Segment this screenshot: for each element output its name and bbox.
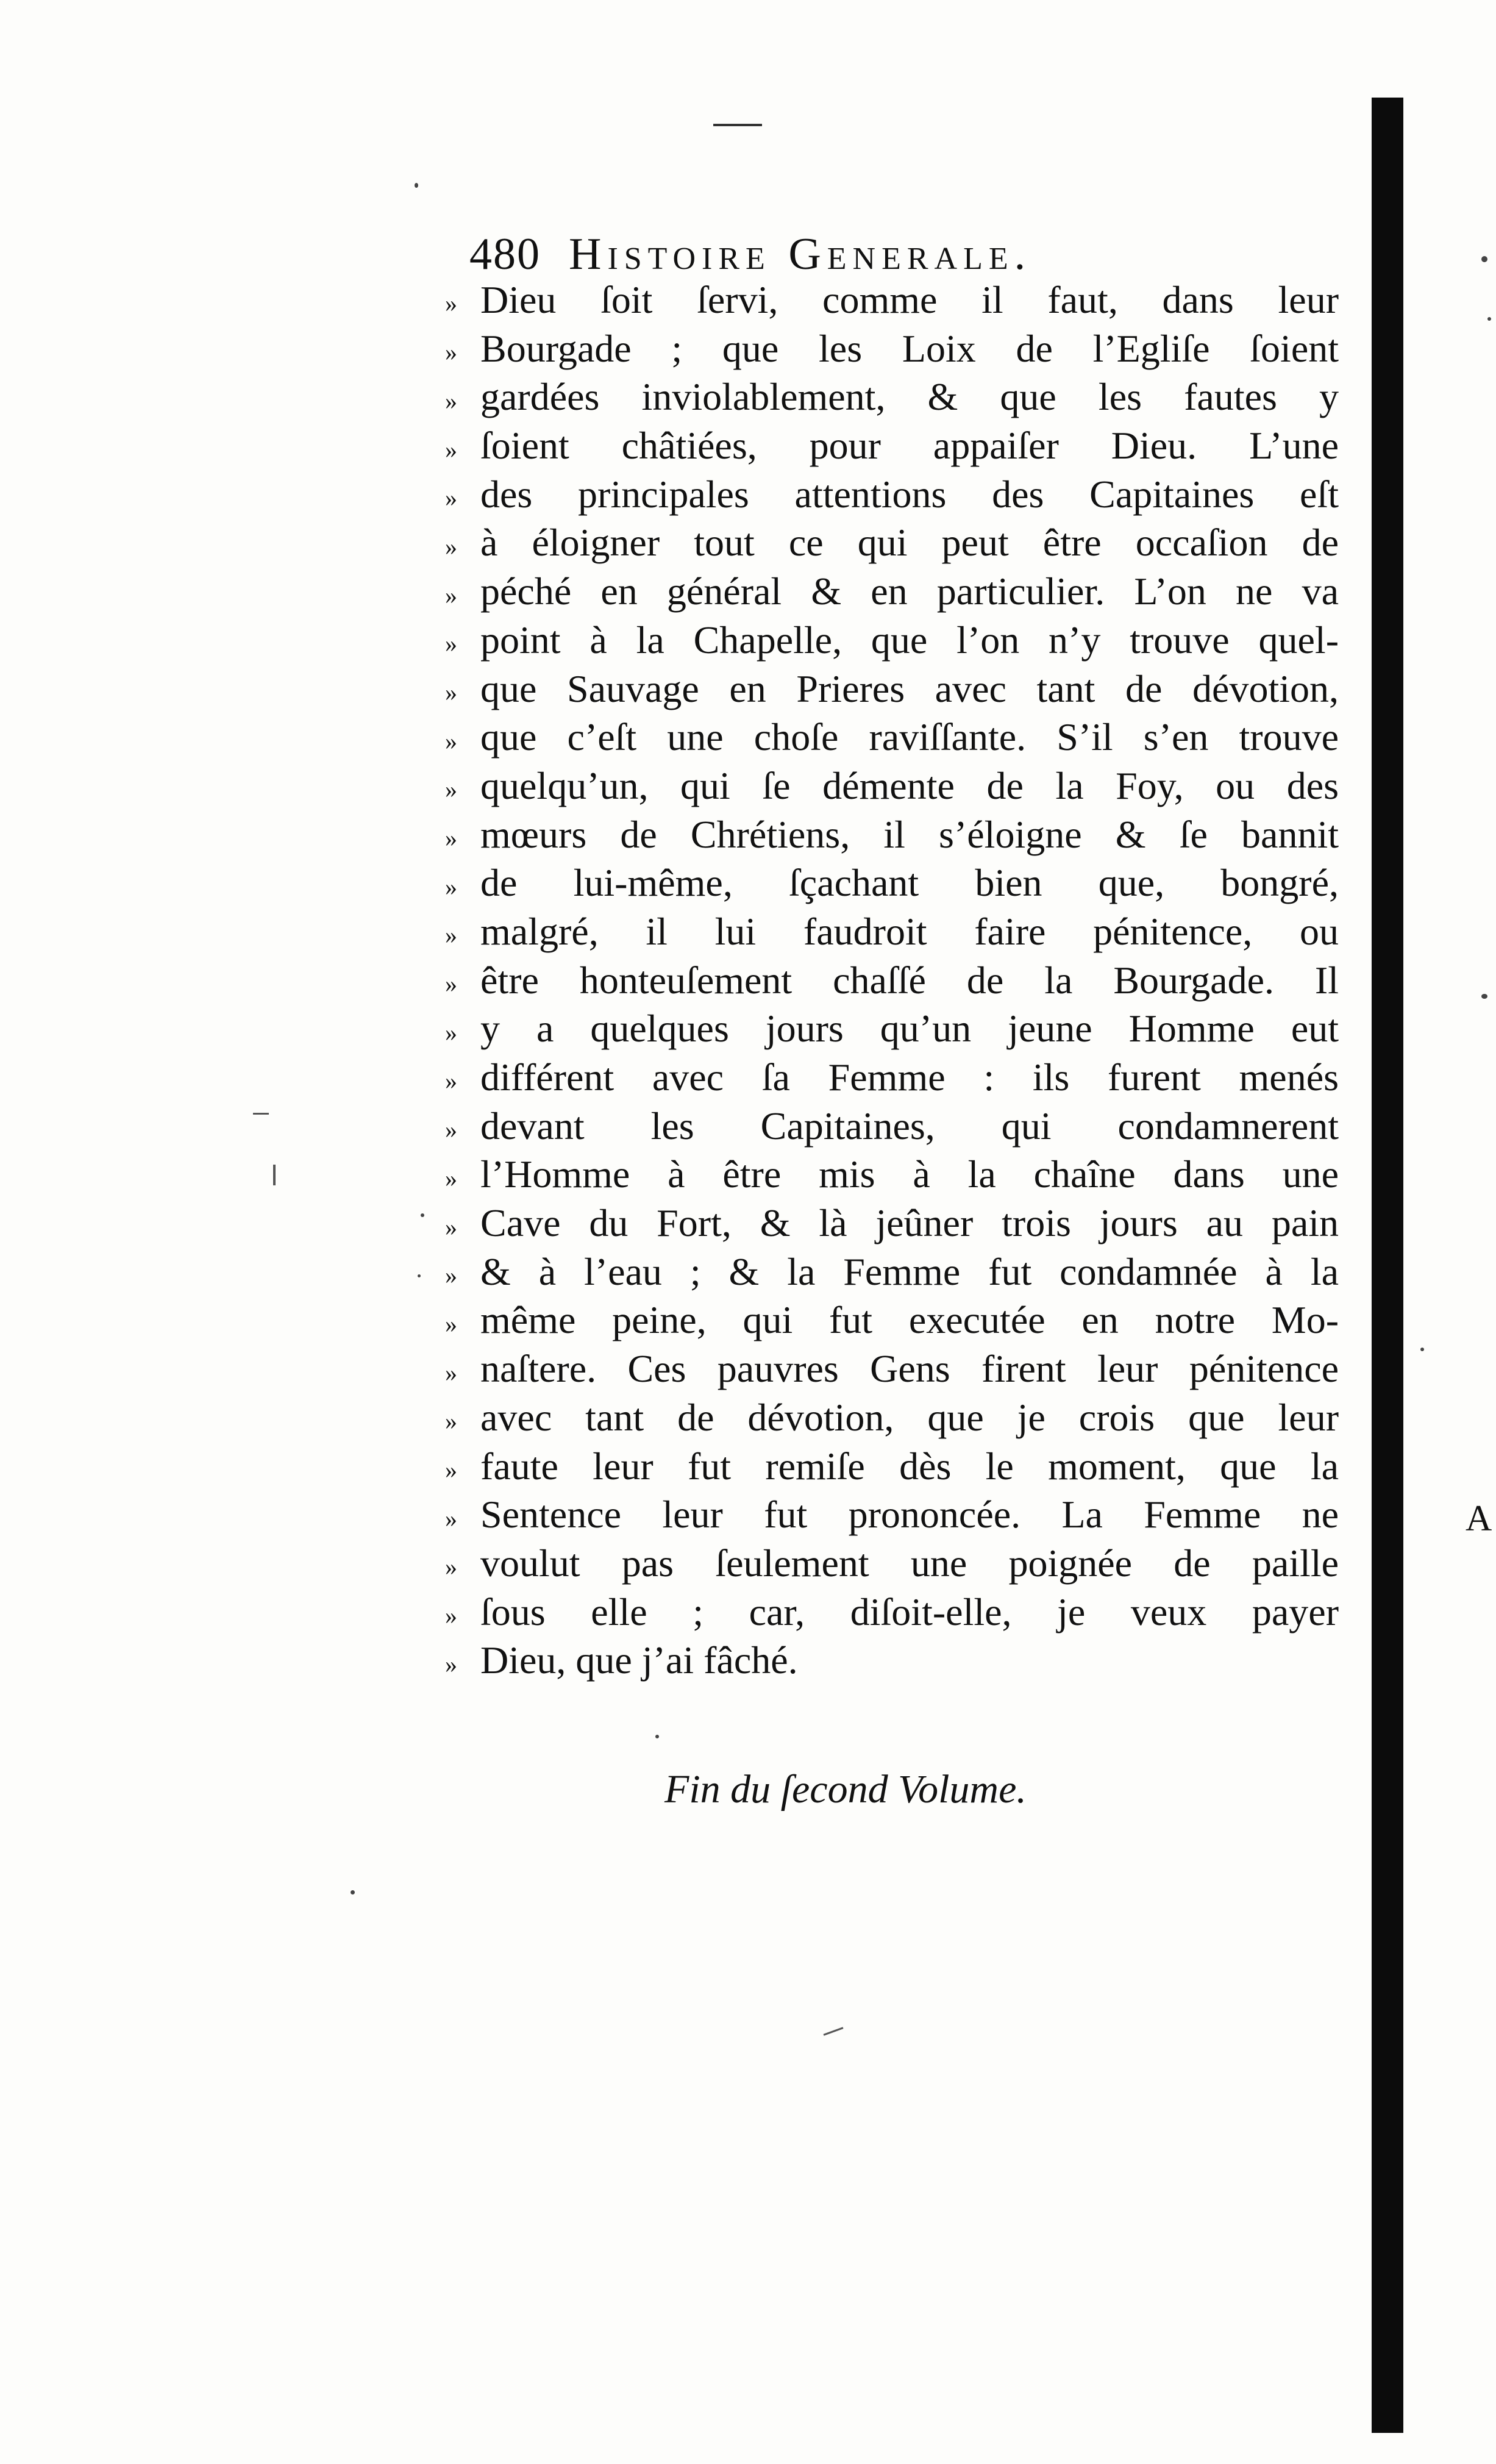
text-line (445, 1102, 1341, 1151)
line-text: Sentence leur fut prononcée. La Femme ne (480, 1493, 1339, 1537)
text-line (445, 1636, 1341, 1685)
quote-mark: » (445, 581, 457, 609)
facing-page-letter: A (1466, 1498, 1492, 1538)
line-text: point à la Chapelle, que l’on n’y trouve quel- (480, 618, 1339, 662)
quote-mark: » (445, 1650, 457, 1678)
quote-mark: » (445, 824, 457, 852)
top-rule (713, 124, 762, 126)
quote-mark: » (445, 1018, 457, 1046)
page-number: 480 (469, 229, 541, 279)
line-text: avec tant de dévotion, que je crois que leur (480, 1395, 1339, 1439)
line-text: ſoient châtiées, pour appaiſer Dieu. L’une (480, 424, 1339, 468)
quote-mark: » (445, 727, 457, 755)
text-line (445, 1344, 1341, 1393)
line-text: être honteuſement chaſſé de la Bourgade. Il (480, 958, 1339, 1002)
scan-speck (1481, 994, 1487, 999)
text-line (445, 810, 1341, 859)
scan-speck (421, 1213, 424, 1217)
text-line (445, 1588, 1341, 1637)
quote-mark: » (445, 532, 457, 560)
line-text: malgré, il lui faudroit faire pénitence, ou (480, 909, 1339, 953)
quote-mark: » (445, 1164, 457, 1192)
scan-mark (824, 2027, 844, 2035)
quote-mark: » (445, 1504, 457, 1532)
line-text: à éloigner tout ce qui peut être occaſion de (480, 521, 1339, 565)
running-head (469, 227, 1323, 282)
quote-mark: » (445, 1116, 457, 1144)
text-line (445, 373, 1341, 421)
line-text: voulut pas ſeulement une poignée de paille (480, 1541, 1339, 1585)
quote-mark: » (445, 484, 457, 512)
text-line (445, 1004, 1341, 1053)
text-line (445, 616, 1341, 665)
line-text: faute leur fut remiſe dès le moment, que la (480, 1444, 1339, 1488)
quote-mark: » (445, 630, 457, 658)
quote-mark: » (445, 970, 457, 998)
quote-mark: » (445, 1455, 457, 1484)
line-text: Bourgade ; que les Loix de l’Egliſe ſoient (480, 326, 1339, 370)
line-text: de lui-même, ſçachant bien que, bongré, (480, 861, 1339, 905)
text-line (445, 1296, 1341, 1344)
line-text: & à l’eau ; & la Femme fut condamnée à la (480, 1249, 1339, 1293)
running-title: Histoire Generale. (569, 229, 1032, 279)
line-text: naſtere. Ces pauvres Gens firent leur pénitence (480, 1347, 1339, 1391)
text-line (445, 665, 1341, 713)
text-line (445, 1539, 1341, 1588)
text-line (445, 956, 1341, 1005)
quote-mark: » (445, 1262, 457, 1290)
scan-speck (418, 1274, 421, 1277)
text-line (445, 907, 1341, 956)
quote-mark: » (445, 1067, 457, 1095)
quote-mark: » (445, 387, 457, 415)
body-text (445, 276, 1341, 1685)
line-text: même peine, qui fut executée en notre Mo- (480, 1298, 1339, 1342)
text-line (445, 276, 1341, 324)
scan-speck (1487, 317, 1491, 321)
quote-mark: » (445, 776, 457, 804)
scan-mark (253, 1113, 269, 1115)
line-text: quelqu’un, qui ſe démente de la Foy, ou des (480, 763, 1339, 807)
scan-speck (1481, 256, 1487, 262)
line-text: que c’eſt une choſe raviſſante. S’il s’en trouve (480, 715, 1339, 759)
line-text: gardées inviolablement, & que les fautes y (480, 375, 1339, 419)
text-line (445, 470, 1341, 519)
quote-mark: » (445, 1310, 457, 1338)
quote-mark: » (445, 1213, 457, 1241)
text-line (445, 762, 1341, 810)
line-text: que Sauvage en Prieres avec tant de dévotion, (480, 666, 1339, 710)
text-line (445, 1490, 1341, 1539)
text-line (445, 1053, 1341, 1102)
text-line (445, 1248, 1341, 1296)
scan-speck (1420, 1348, 1424, 1351)
quote-mark: » (445, 1553, 457, 1581)
line-text: y a quelques jours qu’un jeune Homme eut (480, 1007, 1339, 1051)
line-text: l’Homme à être mis à la chaîne dans une (480, 1152, 1339, 1196)
quote-mark: » (445, 1602, 457, 1630)
text-line (445, 324, 1341, 373)
text-line (445, 859, 1341, 907)
quote-mark: » (445, 435, 457, 463)
text-line (445, 518, 1341, 567)
quote-mark: » (445, 1407, 457, 1435)
scan-speck (655, 1735, 659, 1738)
text-line (445, 1393, 1341, 1442)
text-line (445, 421, 1341, 470)
text-line (445, 713, 1341, 762)
quote-mark: » (445, 678, 457, 706)
quote-mark: » (445, 290, 457, 318)
quote-mark: » (445, 921, 457, 949)
line-text: devant les Capitaines, qui condamnerent (480, 1104, 1339, 1148)
text-line (445, 1199, 1341, 1248)
quote-mark: » (445, 1359, 457, 1387)
line-text: Dieu, que j’ai fâché. (480, 1638, 798, 1682)
closing-line: Fin du ſecond Volume. (664, 1767, 1027, 1812)
quote-mark: » (445, 338, 457, 366)
quote-mark: » (445, 873, 457, 901)
line-text: Cave du Fort, & là jeûner trois jours au pain (480, 1201, 1339, 1245)
line-text: des principales attentions des Capitaines eſt (480, 472, 1339, 516)
line-text: mœurs de Chrétiens, il s’éloigne & ſe bannit (480, 812, 1339, 856)
scan-speck (415, 183, 418, 188)
text-line (445, 1150, 1341, 1199)
line-text: différent avec ſa Femme : ils furent menés (480, 1055, 1339, 1099)
gutter-shadow (1372, 98, 1403, 2433)
scan-speck (351, 1890, 355, 1894)
line-text: Dieu ſoit ſervi, comme il faut, dans leur (480, 278, 1339, 321)
text-line (445, 1442, 1341, 1491)
text-line (445, 567, 1341, 616)
scan-mark (273, 1165, 276, 1185)
line-text: péché en général & en particulier. L’on ne va (480, 570, 1339, 613)
line-text: ſous elle ; car, diſoit-elle, je veux payer (480, 1590, 1339, 1634)
